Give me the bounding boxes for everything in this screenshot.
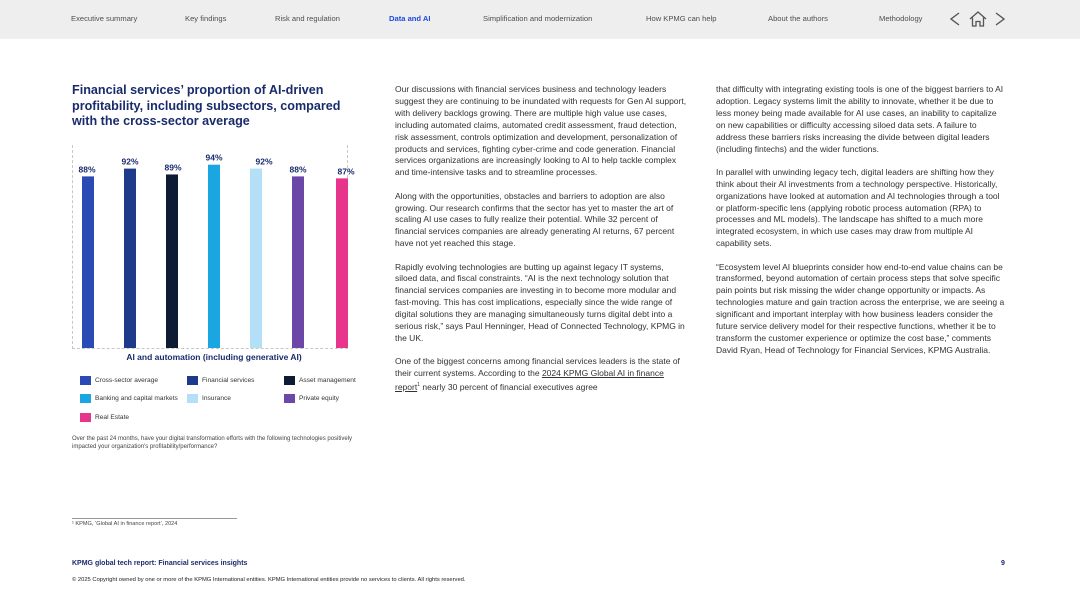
nav-executive-summary[interactable]: Executive summary [71,14,138,23]
bar-financial-services [124,169,136,348]
paragraph: “Ecosystem level AI blueprints consider how end-to-end value chains can be transformed, beyond automation of certain process steps that solve specific pain points but risk missing the wider change opportunity or impacts. As technologies mature and gain traction across the enterprise, we are seeing a significant and important interplay with how business leaders consider the future service delivery model for their respective functions, whether it be to transform the customer experience or optimize the cost base,” comments David Ryan, Head of Technology for Financial Services, KPMG Australia. [716,261,1005,355]
bar-value-label: 87% [337,166,355,177]
bar-value-label: 89% [164,162,182,173]
footnote: ¹ KPMG, ‘Global AI in finance report’, 2024 [72,521,178,527]
legend-swatch [187,394,198,403]
legend-swatch [284,376,295,385]
bar-asset-management [166,174,178,348]
legend-item-cross-sector: Cross-sector average [80,376,158,385]
home-icon[interactable] [968,10,988,28]
back-arrow-icon[interactable] [946,10,964,28]
chart-survey-question: Over the past 24 months, have your digital transformation efforts with the following technologies positively impacted your organization’s profitability/performance? [72,436,353,451]
paragraph: that difficulty with integrating existing tools is one of the biggest barriers to AI adoption. Legacy systems limit the ability to innovate, whether it be due to less money being made available for AI use cases, an inability to capitalize on new capabilities or difficulty accessing siloed data sets. A failure to address these barriers risks increasing the divide between digital leaders (including fintechs) and the wider functions. [716,84,1004,154]
nav-methodology[interactable]: Methodology [879,14,923,23]
body-column-2 [716,84,1008,368]
legend-swatch [80,413,91,422]
paragraph: In parallel with unwinding legacy tech, digital leaders are shifting how they think about their AI investments from a technology perspective. Historically, organizations have looked at automation and AI technologies through a tool or platform-specific lens (applying robotic process automation (RPA) to processes and ML models). The landscape has shifted to a much more integrated ecosystem, in which use cases may draw from multiple AI capability sets. [716,166,1000,249]
bar-value-label: 88% [289,164,307,175]
page-number: 9 [1001,560,1005,567]
legend-swatch [187,376,198,385]
chart-title: Financial services’ proportion of AI-driven profitability, including subsectors, compared with the cross-sector average [72,83,341,128]
chart-x-label: AI and automation (including generative AI) [126,352,302,362]
legend-item-banking: Banking and capital markets [80,394,178,403]
bar-insurance [250,169,262,348]
bar-chart [72,140,362,352]
paragraph: Rapidly evolving technologies are butting up against legacy IT systems, siloed data, and fiscal constraints. “AI is the next technology solution that financial services companies are investing in to become more modular and fast-moving. This has cost implications, especially since the wide range of digital solutions they are managing simultaneously turns digital debt into a serious risk,” says Paul Henninger, Head of Connected Technology, KPMG in the UK. [395,261,685,343]
nav-about-the-authors[interactable]: About the authors [768,14,828,23]
nav-data-and-ai[interactable]: Data and AI [389,14,431,23]
nav-risk-and-regulation[interactable]: Risk and regulation [275,14,341,23]
legend-item-insurance: Insurance [187,394,231,403]
report-link[interactable]: 2024 KPMG Global AI in finance report [395,368,664,392]
paragraph: Our discussions with financial services business and technology leaders suggest they are continuing to be inundated with requests for Gen AI support, with delivery backlogs growing. There are multiple high value use cases, including automated claims, automated credit assessment, fraud detection, risk assessment, controls optimization and development, personalization of products and services, fighting cyber-crime and code generation. Financial services organizations are increasingly looking to AI to help tackle complex and time-intensive tasks and to streamline processes. [395,84,687,178]
bar-private-equity [292,176,304,348]
legend-item-asset-management: Asset management [284,376,356,385]
footnote-ref: 1 [417,382,420,389]
legend-item-private-equity: Private equity [284,394,339,403]
bar-value-label: 92% [121,156,139,167]
legend-swatch [284,394,295,403]
report-title: KPMG global tech report: Financial services insights [72,560,248,567]
legend-swatch [80,376,91,385]
bar-real-estate [336,178,348,348]
top-navigation [0,0,1080,39]
body-column-1 [395,84,687,405]
nav-how-kpmg-can-help[interactable]: How KPMG can help [646,14,717,23]
bar-banking-and-capital-markets [208,165,220,348]
forward-arrow-icon[interactable] [991,10,1009,28]
paragraph: One of the biggest concerns among financial services leaders is the state of their current systems. According to the 2024 KPMG Global AI in finance report$^1$ nearly 30 percent of financial executives agree [395,356,680,392]
legend-item-real-estate: Real Estate [80,413,129,422]
nav-key-findings[interactable]: Key findings [185,14,227,23]
copyright: © 2025 Copyright owned by one or more of the KPMG International entities. KPMG International entities provide no services to clients. All rights reserved. [72,577,466,583]
nav-simplification-and-modernization[interactable]: Simplification and modernization [483,14,593,23]
bar-cross-sector-average [82,176,94,348]
legend-swatch [80,394,91,403]
bar-value-label: 88% [78,164,96,175]
footnote-rule [72,518,237,519]
bar-value-label: 94% [205,152,223,163]
paragraph: Along with the opportunities, obstacles and barriers to adoption are also growing. Our research confirms that the sector has yet to master the art of scaling AI use cases to fully realize their potential. While 32 percent of financial services companies are already generating AI returns, 67 percent have not yet reached this stage. [395,190,675,249]
legend-item-financial-services: Financial services [187,376,254,385]
bar-value-label: 92% [255,156,273,167]
